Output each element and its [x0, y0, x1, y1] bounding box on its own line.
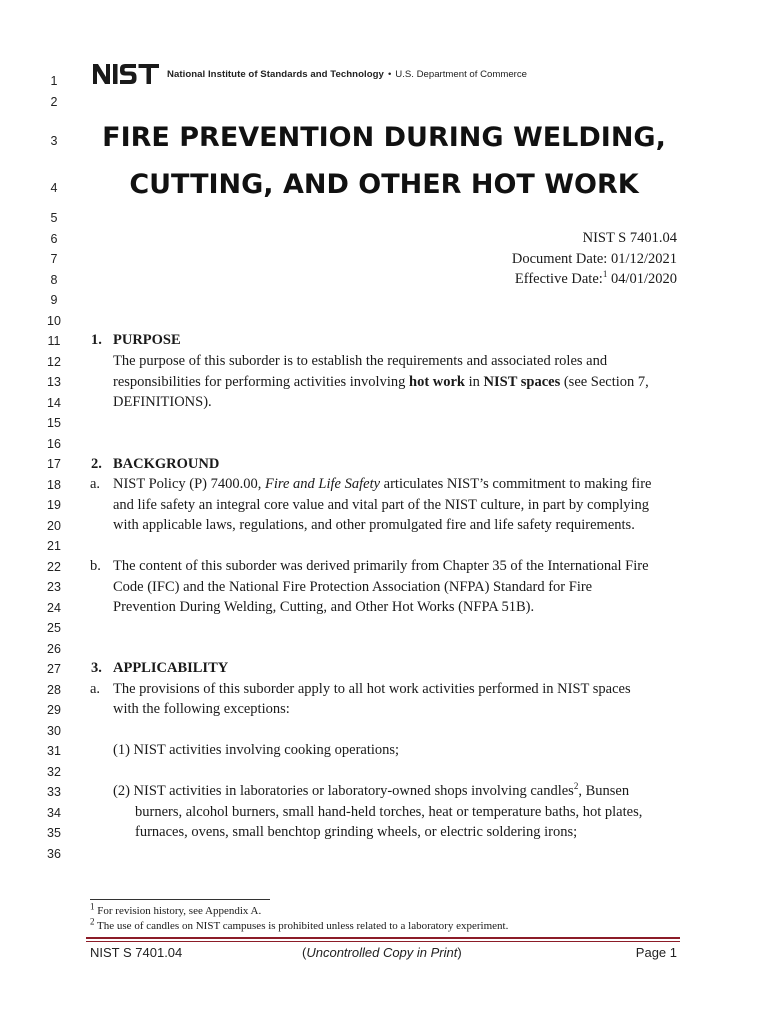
line-number: 17	[47, 457, 61, 471]
section-3-number: 3.	[91, 660, 102, 676]
line-number: 12	[47, 355, 61, 369]
line-number: 14	[47, 396, 61, 410]
line-number: 34	[47, 806, 61, 820]
line-number: 3	[50, 134, 58, 148]
footnote-separator	[90, 899, 270, 900]
purpose-paragraph-line: DEFINITIONS).	[113, 394, 212, 410]
line-number: 19	[47, 498, 61, 512]
footnote-ref-2: 2	[573, 781, 579, 792]
footnote-ref-1: 1	[602, 269, 608, 280]
document-title-line2: CUTTING, AND OTHER HOT WORK	[129, 169, 639, 200]
list-marker-a: a.	[90, 476, 101, 492]
line-number: 7	[50, 252, 58, 266]
logo-department: U.S. Department of Commerce	[395, 68, 527, 80]
section-2-number: 2.	[91, 456, 102, 472]
footer-copy-notice: (Uncontrolled Copy in Print)	[302, 945, 462, 960]
background-a-line: and life safety an integral core value and vital part of the NIST culture, in part by complying	[113, 497, 650, 513]
line-number: 5	[50, 211, 58, 225]
background-a-line: with applicable laws, regulations, and other promulgated fire and life safety requirements.	[113, 517, 635, 533]
line-number: 8	[50, 273, 58, 287]
footer-rule	[86, 937, 680, 939]
purpose-paragraph-line: responsibilities for performing activities involving hot work in NIST spaces (see Section 7,	[113, 374, 649, 390]
document-title-line1: FIRE PREVENTION DURING WELDING,	[102, 122, 666, 153]
exception-item-1: (1) NIST activities involving cooking operations;	[113, 742, 400, 758]
line-number: 13	[47, 375, 61, 389]
footer-page-number: Page 1	[635, 945, 677, 960]
line-number: 31	[47, 744, 61, 758]
line-number: 16	[47, 437, 61, 451]
section-2-heading: BACKGROUND	[113, 456, 220, 472]
line-number: 6	[50, 232, 58, 246]
nist-logo-header	[92, 62, 527, 86]
line-number: 4	[50, 181, 58, 195]
line-number: 36	[47, 847, 61, 861]
line-number: 28	[47, 683, 61, 697]
line-number: 25	[47, 621, 61, 635]
line-number: 35	[47, 826, 61, 840]
line-number: 20	[47, 519, 61, 533]
line-number: 26	[47, 642, 61, 656]
line-number: 21	[47, 539, 61, 553]
document-number: NIST S 7401.04	[582, 230, 677, 246]
background-b-line: The content of this suborder was derived primarily from Chapter 35 of the International Fire	[113, 558, 649, 574]
line-number: 18	[47, 478, 61, 492]
background-a-line: NIST Policy (P) 7400.00, Fire and Life Safety articulates NIST’s commitment to making fire	[113, 476, 652, 492]
applicability-a-line: The provisions of this suborder apply to all hot work activities performed in NIST spaces	[113, 681, 631, 697]
section-1-heading: PURPOSE	[113, 332, 181, 348]
background-b-line: Prevention During Welding, Cutting, and Other Hot Works (NFPA 51B).	[113, 599, 535, 615]
exception-item-2-line: (2) NIST activities in laboratories or laboratory-owned shops involving candles$^2$, Bunsen	[113, 781, 630, 799]
section-3-heading: APPLICABILITY	[113, 660, 229, 676]
line-number: 1	[50, 74, 58, 88]
footnote-1: $^1$ For revision history, see Appendix A.	[90, 901, 262, 917]
line-number: 24	[47, 601, 61, 615]
line-number: 10	[47, 314, 61, 328]
purpose-paragraph-line: The purpose of this suborder is to establish the requirements and associated roles and	[113, 353, 608, 369]
effective-date: Effective Date:$^1$ 04/01/2020	[514, 269, 677, 287]
line-number: 32	[47, 765, 61, 779]
line-number: 15	[47, 416, 61, 430]
exception-item-2-line: burners, alcohol burners, small hand-held torches, heat or temperature baths, hot plates,	[135, 804, 643, 820]
section-1-number: 1.	[91, 332, 102, 348]
line-number: 27	[47, 662, 61, 676]
applicability-a-line: with the following exceptions:	[113, 701, 290, 717]
line-number: 9	[50, 293, 58, 307]
line-number: 2	[50, 95, 58, 109]
footer-rule-thin	[86, 941, 680, 942]
exception-item-2-line: furnaces, ovens, small benchtop grinding wheels, or electric soldering irons;	[135, 824, 578, 840]
line-number: 11	[47, 334, 61, 348]
line-number: 29	[47, 703, 61, 717]
line-number: 30	[47, 724, 61, 738]
footnote-2: $^2$ The use of candles on NIST campuses is prohibited unless related to a laboratory experiment.	[90, 916, 509, 932]
document-date: Document Date: 01/12/2021	[511, 251, 677, 267]
line-number: 22	[47, 560, 61, 574]
footer-doc-number: NIST S 7401.04	[90, 945, 183, 960]
list-marker-b: b.	[90, 558, 101, 574]
list-marker-a: a.	[90, 681, 101, 697]
line-number: 23	[47, 580, 61, 594]
logo-separator: •	[387, 68, 392, 80]
logo-institute-name: National Institute of Standards and Technology	[167, 68, 384, 80]
line-number: 33	[47, 785, 61, 799]
background-b-line: Code (IFC) and the National Fire Protection Association (NFPA) Standard for Fire	[113, 579, 593, 595]
nist-logo-icon	[92, 63, 160, 85]
